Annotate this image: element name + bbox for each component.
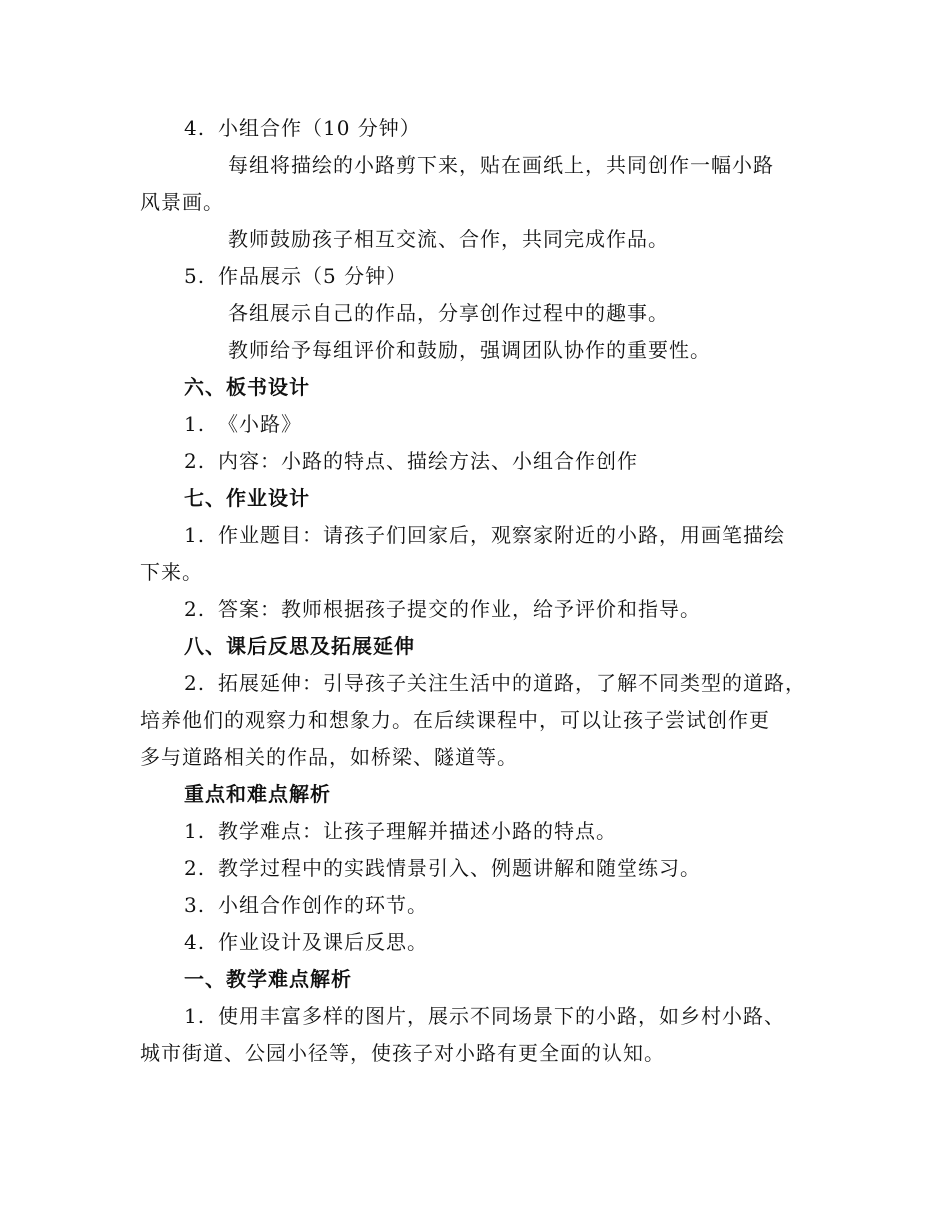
list-item: [184, 929, 428, 955]
list-number: 2.: [184, 671, 206, 695]
list-item: [184, 670, 806, 696]
list-text: 作业题目：请孩子们回家后，观察家附近的小路，用画笔描绘: [218, 523, 785, 547]
list-number: 1.: [184, 1004, 206, 1028]
list-number: 2.: [184, 856, 206, 880]
list-item-5: [184, 263, 407, 289]
list-number: 2.: [184, 449, 206, 473]
paragraph-line: 多与道路相关的作品，如桥梁、隧道等。: [140, 745, 518, 769]
list-text: 内容：小路的特点、描绘方法、小组合作创作: [218, 449, 638, 473]
list-number: 1.: [184, 819, 206, 843]
list-text: 使用丰富多样的图片，展示不同场景下的小路，如乡村小路、: [218, 1004, 785, 1028]
list-text: 小组合作（10 分钟）: [218, 116, 421, 140]
paragraph-line: 教师鼓励孩子相互交流、合作，共同完成作品。: [228, 227, 669, 251]
list-number: 4.: [184, 930, 206, 954]
list-number: 2.: [184, 597, 206, 621]
paragraph-line: 教师给予每组评价和鼓励，强调团队协作的重要性。: [228, 338, 711, 362]
paragraph-line: 城市街道、公园小径等，使孩子对小路有更全面的认知。: [140, 1041, 665, 1065]
paragraph-line: 下来。: [140, 560, 203, 584]
list-item: [184, 522, 785, 548]
paragraph-line: 各组展示自己的作品，分享创作过程中的趣事。: [228, 301, 669, 325]
list-number: 3.: [184, 893, 206, 917]
list-text: 教学难点：让孩子理解并描述小路的特点。: [218, 819, 617, 843]
list-number: 4.: [184, 116, 206, 140]
list-item: [184, 1003, 785, 1029]
paragraph-line: 培养他们的观察力和想象力。在后续课程中，可以让孩子尝试创作更: [140, 708, 770, 732]
list-item-4: [184, 115, 421, 141]
list-text: 作业设计及课后反思。: [218, 930, 428, 954]
section-heading: 六、板书设计: [184, 375, 310, 399]
paragraph-line: 每组将描绘的小路剪下来，贴在画纸上，共同创作一幅小路: [228, 153, 774, 177]
list-number: 5.: [184, 264, 206, 288]
list-text: 教学过程中的实践情景引入、例题讲解和随堂练习。: [218, 856, 701, 880]
list-text: 小组合作创作的环节。: [218, 893, 428, 917]
list-text: 拓展延伸：引导孩子关注生活中的道路，了解不同类型的道路，: [218, 671, 806, 695]
list-item: [184, 855, 701, 881]
section-heading: 七、作业设计: [184, 486, 310, 510]
list-item: [184, 411, 302, 437]
list-item: [184, 818, 617, 844]
paragraph-line: 风景画。: [140, 190, 224, 214]
list-number: 1.: [184, 412, 206, 436]
list-text: 答案：教师根据孩子提交的作业，给予评价和指导。: [218, 597, 701, 621]
list-item: [184, 892, 428, 918]
list-item: [184, 448, 638, 474]
section-heading: 一、教学难点解析: [184, 967, 352, 991]
list-item: [184, 596, 701, 622]
list-number: 1.: [184, 523, 206, 547]
list-text: 作品展示（5 分钟）: [218, 264, 408, 288]
section-heading: 重点和难点解析: [184, 782, 331, 806]
list-text: 《小路》: [218, 412, 302, 436]
section-heading: 八、课后反思及拓展延伸: [184, 634, 415, 658]
